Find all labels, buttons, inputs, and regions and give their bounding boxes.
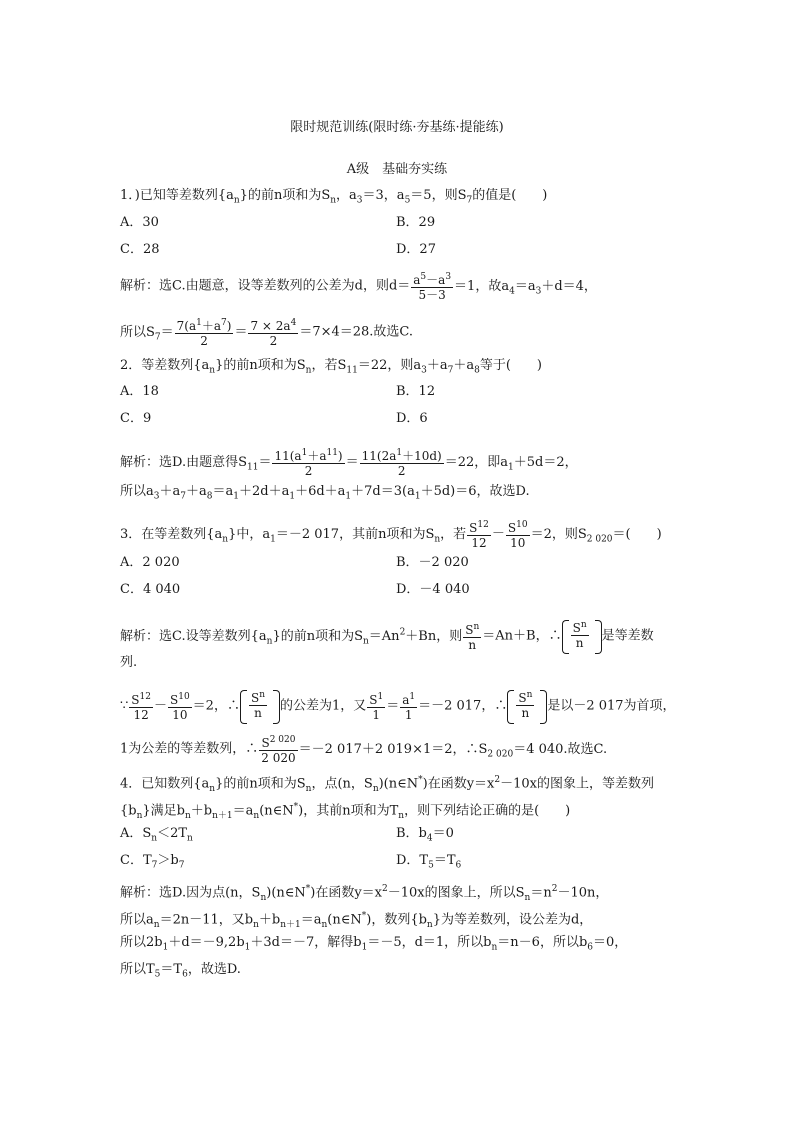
fraction-denominator: 1 <box>372 708 381 722</box>
fraction-numerator: $S^{2 020}$ <box>259 733 297 751</box>
fraction-numerator: $S^{10}$ <box>507 520 528 535</box>
text: 解析：选D.由题意得$S_{11}=$ <box>120 454 272 473</box>
q3-option-a: A．2 020 <box>120 555 180 570</box>
q2-solution-line-2: 所以$a_3+a_7+a_8=a_1+2d+a_1+6d+a_1+7d=3(a_1+5d)=6$，故选D. <box>120 484 530 502</box>
q4-solution-line-2: 所以$a_n=2n-11$，又$b_n+b_{n+1}=a_n(n\in N^*)$，数列$\{b_n\}$为等差数列，设公差为d， <box>120 911 593 930</box>
q2-stem: 2．等差数列$\{a_n\}$的前n项和为$S_n$，若$S_{11}=22$，则$a_3+a_7+a_8$等于( ) <box>120 358 542 376</box>
q1-option-a: A．30 <box>120 215 159 230</box>
fraction-denominator: n <box>254 706 262 720</box>
fraction <box>467 518 491 550</box>
brace-left <box>507 690 514 724</box>
fraction <box>400 690 417 722</box>
text: 是以－2 017为首项， <box>547 698 676 714</box>
fraction-denominator: n <box>521 706 530 720</box>
fraction-numerator: $11(a^1+a^{11})$ <box>274 448 343 463</box>
fraction <box>367 690 385 722</box>
fraction-denominator: 2 <box>304 464 313 478</box>
fraction <box>571 618 589 650</box>
fraction <box>259 733 297 765</box>
text: ＝－2 017，∴ <box>418 698 508 714</box>
fraction-denominator: 5－3 <box>418 288 446 302</box>
text: 的公差为1，又 <box>279 698 367 714</box>
q4-solution-line-4: 所以$T_5=T_6$，故选D. <box>120 962 241 980</box>
text: ＝2，∴ <box>192 698 240 714</box>
text: ＝1，故$a_4=a_3+d=4$， <box>454 278 597 297</box>
fraction-denominator: 2 020 <box>261 751 296 765</box>
fraction-numerator: $S^n$ <box>572 620 587 635</box>
brace-right <box>273 690 280 724</box>
text: ＝2，则$S_{2 020}=$( ) <box>530 526 662 545</box>
fraction <box>463 620 481 652</box>
q1-option-b: B．29 <box>396 215 436 230</box>
q4-option-c: C．$T_7>b_7$ <box>120 853 185 871</box>
fraction <box>272 446 344 478</box>
brace-left <box>562 620 569 654</box>
text: 所以$S_7=$ <box>120 324 174 343</box>
q4-stem-line-2: $\{b_n\}$满足$b_n+b_{n+1}=a_n(n\in N^*)$，其前n项和为$T_n$，则下列结论正确的是( ) <box>120 802 571 821</box>
fraction <box>168 690 192 722</box>
fraction <box>411 270 453 302</box>
text: ＝An＋B，∴ <box>482 628 562 644</box>
q3-solution-line-2 <box>120 688 676 724</box>
q3-solution-line-3 <box>120 733 607 765</box>
fraction-denominator: 12 <box>471 536 487 550</box>
q3-option-b: B．－2 020 <box>396 555 469 570</box>
brace-left <box>240 690 247 724</box>
text: ＝ <box>234 324 248 340</box>
fraction-numerator: $S^{10}$ <box>169 692 190 707</box>
fraction <box>249 688 267 720</box>
fraction-numerator: $S^1$ <box>369 692 384 707</box>
fraction-denominator: 2 <box>200 334 208 348</box>
brace-right <box>595 620 602 654</box>
fraction-denominator: n <box>575 636 584 650</box>
fraction-numerator: $S^n$ <box>250 690 265 705</box>
text: － <box>491 526 505 542</box>
fraction-denominator: 10 <box>510 536 526 550</box>
brace-sequence <box>507 688 547 724</box>
q2-option-a: A．18 <box>120 384 159 399</box>
q3-stem <box>120 518 662 550</box>
fraction <box>129 690 153 722</box>
q2-solution-line-1 <box>120 446 578 478</box>
q2-option-c: C．9 <box>120 411 152 426</box>
fraction-numerator: $a^1$ <box>402 692 416 707</box>
q1-option-c: C．28 <box>120 242 160 257</box>
q4-stem-line-1: 4．已知数列$\{a_n\}$的前n项和为$S_n$，点(n，$S_n)(n\in N^*)$在函数$y=x^2-10x$的图象上，等差数列 <box>120 775 654 794</box>
fraction-denominator: n <box>468 638 477 652</box>
fraction <box>506 518 530 550</box>
fraction-numerator: $7 \times 2a^4$ <box>250 318 297 333</box>
q4-option-d: D．$T_5=T_6$ <box>396 853 462 871</box>
text: ∵ <box>120 698 129 714</box>
brace-right <box>540 690 547 724</box>
q4-solution-line-3: 所以$2b_1+d=-9,2b_1+3d=-7$，解得$b_1=-5$，d＝1，所以$b_n=n-6$，所以$b_6=0$， <box>120 935 628 953</box>
q3-solution-wrap: 列. <box>120 655 138 670</box>
q1-solution-line-2 <box>120 316 413 348</box>
fraction-numerator: $S^{12}$ <box>131 692 151 707</box>
page-title: 限时规范训练(限时练·夯基练·提能练) <box>290 120 504 135</box>
q2-option-b: B．12 <box>396 384 436 399</box>
text: ＝22，即$a_1+5d=2$， <box>444 454 578 473</box>
brace-sequence <box>562 618 602 654</box>
q3-option-c: C．4 040 <box>120 582 181 597</box>
fraction-numerator: $7(a^1+a^7)$ <box>176 318 232 333</box>
text: 3．在等差数列$\{a_n\}$中，$a_1=-2$ 017，其前n项和为$S_n$，若 <box>120 526 467 545</box>
text: ＝ <box>345 454 359 470</box>
q4-solution-line-1: 解析：选D.因为点(n，$S_n)(n\in N^*)$在函数$y=x^2-10x$的图象上，所以$S_n=n^2-10n$， <box>120 884 609 903</box>
fraction <box>248 316 298 348</box>
fraction-numerator: $S^{12}$ <box>469 520 489 535</box>
fraction-denominator: 1 <box>404 708 413 722</box>
q1-solution-line-1 <box>120 270 597 302</box>
fraction-denominator: 10 <box>172 708 188 722</box>
fraction-denominator: 2 <box>269 334 278 348</box>
fraction-numerator: $S^n$ <box>518 690 533 705</box>
text: 是等差数 <box>601 628 654 644</box>
brace-sequence <box>240 688 280 724</box>
text: － <box>153 698 167 714</box>
text: 1为公差的等差数列，∴ <box>120 741 259 757</box>
fraction-numerator: $S^n$ <box>465 622 480 637</box>
q2-option-d: D．6 <box>396 411 428 426</box>
fraction-denominator: 12 <box>133 708 149 722</box>
q4-option-b: B．$b_4=0$ <box>396 826 454 844</box>
fraction <box>516 688 534 720</box>
text: ＝－2 017＋2 019×1＝2，$\therefore S_{2 020}=4$ 040.故选C. <box>298 741 608 760</box>
q3-option-d: D．－4 040 <box>396 582 470 597</box>
q3-solution-line-1 <box>120 618 654 654</box>
q1-stem: 1．)已知等差数列$\{a_n\}$的前n项和为$S_n$，$a_3=3$，$a_5=5$，则$S_7$的值是( ) <box>120 188 548 206</box>
fraction-numerator: $a^5-a^3$ <box>413 272 452 287</box>
fraction <box>175 316 234 348</box>
text: 解析：选C.由题意，设等差数列的公差为d，则d＝ <box>120 278 411 294</box>
q1-option-d: D．27 <box>396 242 436 257</box>
text: 解析：选C.设等差数列$\{a_n\}$的前n项和为$S_n=An^2+Bn$，则 <box>120 627 463 647</box>
text: ＝ <box>386 698 400 714</box>
fraction-numerator: $11(2a^1+10d)$ <box>361 448 442 463</box>
fraction-denominator: 2 <box>397 464 406 478</box>
fraction <box>360 446 444 478</box>
text: ＝7×4＝28.故选C. <box>299 324 414 340</box>
section-heading: A级 基础夯实练 <box>346 162 448 177</box>
q4-option-a: A．$S_n<2T_n$ <box>120 826 193 844</box>
